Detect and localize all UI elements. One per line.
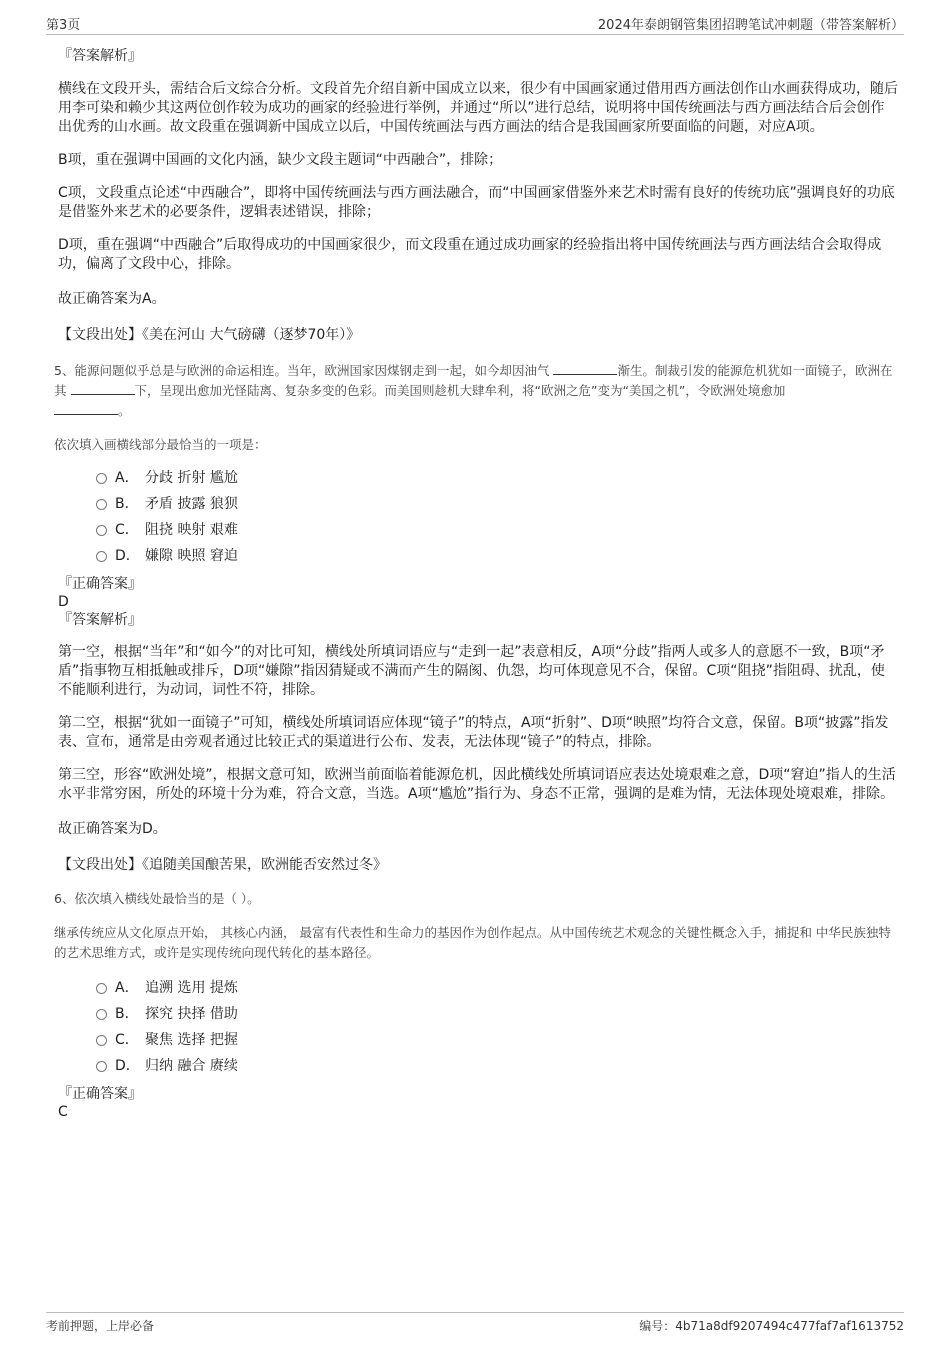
q5-analysis-para: 第一空，根据“当年”和“如今”的对比可知，横线处所填词语应与“走到一起”表意相反，A项“分歧”指两人或多人的意愿不一致，B项“矛盾”指事物互相抵触或排斥，D项“嫌隙”指因猜疑或不满而产生的隔阂、仇怨，均可体现意见不合，保留。C项“阻挠”指阻碍、扰乱，使不能顺利进行，为动词，词性不符，排除。	[58, 644, 885, 698]
q4-analysis-para: D项，重在强调“中西融合”后取得成功的中国画家很少，而文段重在通过成功画家的经验指出将中国传统画法与西方画法结合会取得成功，偏离了文段中心，排除。	[58, 237, 882, 272]
page-footer	[46, 1312, 904, 1335]
q5-conclusion: 故正确答案为D。	[58, 821, 167, 837]
q6-options	[58, 975, 898, 1079]
fill-blank	[71, 381, 135, 395]
q6-stem: 6、依次填入横线处最恰当的是（ ）。	[54, 891, 260, 906]
document-id: 编号：4b71a8df9207494c477faf7af1613752	[639, 1319, 904, 1333]
q6-option-b[interactable]: B． 探究 抉择 借助	[96, 1001, 898, 1027]
q6-option-a[interactable]: A． 追溯 选用 提炼	[96, 975, 898, 1001]
radio-icon[interactable]	[96, 499, 107, 510]
q4-conclusion: 故正确答案为A。	[58, 291, 166, 307]
radio-icon[interactable]	[96, 1009, 107, 1020]
q5-option-d[interactable]: D． 嫌隙 映照 窘迫	[96, 543, 898, 569]
q6-correct-tag: 『正确答案』	[58, 1086, 142, 1102]
footer-slogan: 考前押题，上岸必备	[46, 1319, 155, 1333]
q6-option-d[interactable]: D． 归纳 融合 赓续	[96, 1053, 898, 1079]
q5-correct-tag: 『正确答案』	[58, 576, 142, 592]
q5-analysis-para: 第三空，形容“欧洲处境”，根据文意可知，欧洲当前面临着能源危机，因此横线处所填词语应表达处境艰难之意，D项“窘迫”指人的生活水平非常穷困，所处的环境十分为难，符合文意，当选。A项“尴尬”指行为、身态不正常，强调的是难为情，无法体现处境艰难，排除。	[58, 767, 896, 802]
q5-correct-answer: D	[58, 594, 69, 610]
q4-source: 【文段出处】《美在河山 大气磅礴（逐梦70年）》	[58, 327, 361, 343]
q6-passage: 继承传统应从文化原点开始， 其核心内涵， 最富有代表性和生命力的基因作为创作起点。从中国传统艺术观念的关键性概念入手，捕捉和 中华民族独特的艺术思维方式，或许是实现传统向现代转化的基本路径。	[54, 925, 891, 960]
fill-blank	[553, 361, 617, 375]
q5-options	[58, 465, 898, 569]
radio-icon[interactable]	[96, 983, 107, 994]
q5-option-a[interactable]: A． 分歧 折射 尴尬	[96, 465, 898, 491]
q6-correct-answer: C	[58, 1104, 68, 1120]
q4-analysis-para: B项，重在强调中国画的文化内涵，缺少文段主题词“中西融合”，排除；	[58, 152, 503, 168]
radio-icon[interactable]	[96, 473, 107, 484]
q6-option-c[interactable]: C． 聚焦 选择 把握	[96, 1027, 898, 1053]
page-header	[46, 14, 904, 35]
q5-option-c[interactable]: C． 阻挠 映射 艰难	[96, 517, 898, 543]
radio-icon[interactable]	[96, 525, 107, 536]
q5-source: 【文段出处】《追随美国酿苦果，欧洲能否安然过冬》	[58, 857, 387, 873]
page-content	[54, 46, 898, 1121]
fill-blank	[54, 401, 118, 415]
radio-icon[interactable]	[96, 1061, 107, 1072]
radio-icon[interactable]	[96, 1035, 107, 1046]
q5-option-b[interactable]: B． 矛盾 披露 狼狈	[96, 491, 898, 517]
q5-stem: 5、能源问题似乎总是与欧洲的命运相连。当年，欧洲国家因煤钢走到一起，如今却因油气 渐生。制裁引发的能源危机犹如一面镜子，欧洲在其 下，呈现出愈加光怪陆离、复杂多变的色彩。而美国则趁机大肆牟利，将“欧洲之危”变为“美国之机”，令欧洲处境愈加 。	[54, 363, 893, 418]
q4-analysis-para: C项，文段重点论述“中西融合”，即将中国传统画法与西方画法融合，而“中国画家借鉴外来艺术时需有良好的传统功底”强调良好的功底是借鉴外来艺术的必要条件，逻辑表述错误，排除；	[58, 185, 895, 220]
document-title: 2024年泰朗钢管集团招聘笔试冲刺题（带答案解析）	[597, 18, 904, 33]
q5-analysis-tag: 『答案解析』	[58, 612, 142, 628]
q5-analysis-para: 第二空，根据“犹如一面镜子”可知，横线处所填词语应体现“镜子”的特点，A项“折射”、D项“映照”均符合文意，保留。B项“披露”指发表、宣布，通常是由旁观者通过比较正式的渠道进行公布、发表，无法体现“镜子”的特点，排除。	[58, 715, 889, 750]
radio-icon[interactable]	[96, 551, 107, 562]
q4-analysis-tag: 『答案解析』	[58, 48, 142, 64]
page-number: 第3页	[46, 18, 81, 33]
q4-analysis-para: 横线在文段开头，需结合后文综合分析。文段首先介绍自新中国成立以来，很少有中国画家通过借用西方画法创作山水画获得成功，随后用李可染和赖少其这两位创作较为成功的画家的经验进行举例，并通过“所以”进行总结，说明将中国传统画法与西方画法结合后会创作出优秀的山水画。故文段重在强调新中国成立以后，中国传统画法与西方画法的结合是我国画家所要面临的问题，对应A项。	[58, 81, 898, 135]
q5-prompt: 依次填入画横线部分最恰当的一项是：	[54, 437, 267, 452]
